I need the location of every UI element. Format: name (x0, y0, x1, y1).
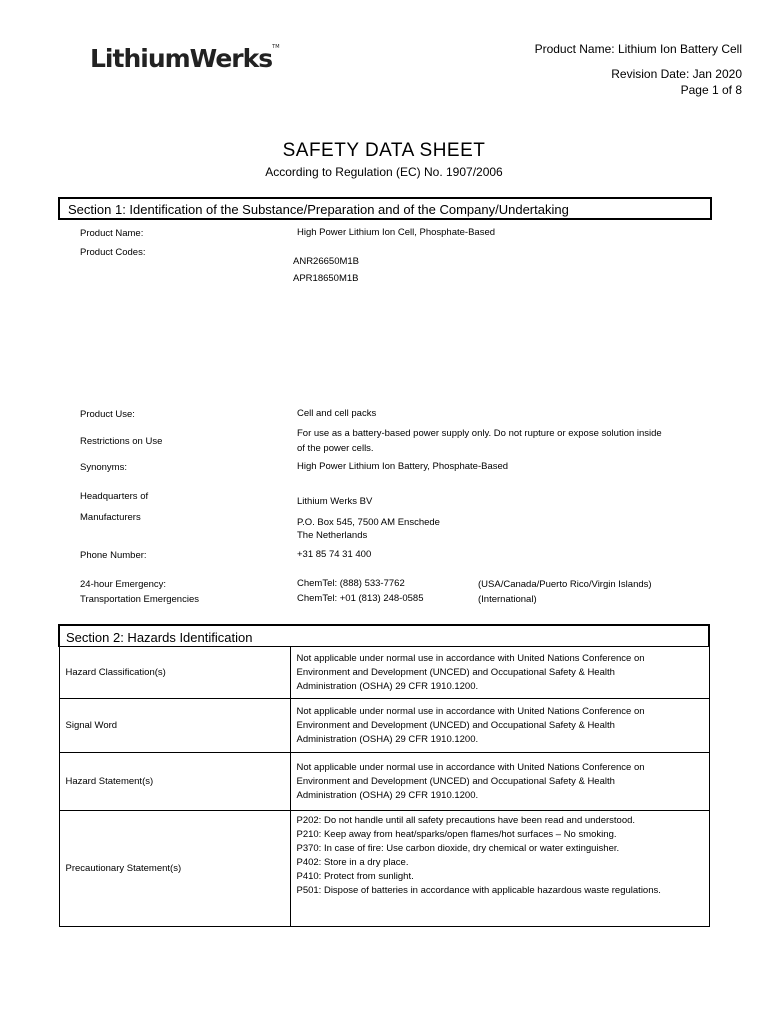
text-line: Environment and Development (UNCED) and Occupational Safety & Health (296, 666, 615, 678)
text-line: Administration (OSHA) 29 CFR 1910.1200. (296, 733, 479, 745)
text-line: Environment and Development (UNCED) and Occupational Safety & Health (296, 775, 615, 787)
product-name-label: Product Name: (80, 228, 144, 239)
product-code-item: APR18650M1B (293, 273, 359, 284)
hq-company: Lithium Werks BV (297, 496, 373, 507)
product-codes-label: Product Codes: (80, 247, 146, 258)
restrictions-line: For use as a battery-based power supply only. Do not rupture or expose solution inside (297, 428, 662, 439)
restrictions-line: of the power cells. (297, 443, 374, 454)
text-line: Not applicable under normal use in accordance with United Nations Conference on (296, 652, 645, 664)
text-line: P210: Keep away from heat/sparks/open flames/hot surfaces – No smoking. (296, 829, 617, 840)
document-subtitle: According to Regulation (EC) No. 1907/2006 (265, 165, 503, 179)
section2-heading: Section 2: Hazards Identification (59, 625, 709, 647)
text-line: P402: Store in a dry place. (296, 857, 409, 868)
section1-heading: Section 1: Identification of the Substance/Preparation and of the Company/Undertaking (68, 202, 569, 217)
text-line: P410: Protect from sunlight. (296, 871, 414, 882)
hazard-row-label: Signal Word (59, 699, 290, 753)
hazard-row-label: Hazard Statement(s) (59, 753, 290, 811)
text-line: Environment and Development (UNCED) and Occupational Safety & Health (296, 719, 615, 731)
synonyms-label: Synonyms: (80, 462, 127, 473)
text-line: P501: Dispose of batteries in accordance with applicable hazardous waste regulations. (296, 885, 661, 896)
chemtel-region: (International) (478, 594, 537, 605)
table-row (59, 753, 709, 811)
header-product-name: Product Name: Lithium Ion Battery Cell (534, 42, 742, 56)
company-logo: LithiumWerks™ (90, 44, 280, 73)
section2-header-row (59, 625, 709, 647)
hq-address-line: P.O. Box 545, 7500 AM Enschede (297, 517, 440, 528)
emergency-label: 24-hour Emergency: (80, 579, 167, 590)
hazard-row-value (290, 699, 709, 753)
hazard-row-value (290, 647, 709, 699)
phone-value: +31 85 74 31 400 (297, 549, 372, 560)
headquarters-label: Headquarters of (80, 491, 149, 502)
text-line: Not applicable under normal use in accordance with United Nations Conference on (296, 705, 645, 717)
hazard-row-label: Hazard Classification(s) (59, 647, 290, 699)
text-line: P202: Do not handle until all safety precautions have been read and understood. (296, 815, 636, 826)
product-use-label: Product Use: (80, 409, 135, 420)
header-page-number: Page 1 of 8 (680, 83, 742, 97)
hazard-row-value (290, 811, 709, 927)
product-code-item: ANR26650M1B (293, 256, 360, 267)
table-row (59, 811, 709, 927)
table-row (59, 699, 709, 753)
chemtel-phone: ChemTel: (888) 533-7762 (297, 578, 405, 589)
section1-header (58, 197, 712, 220)
transport-emergency-label: Transportation Emergencies (80, 594, 199, 605)
restrictions-label: Restrictions on Use (80, 436, 163, 447)
synonyms-value: High Power Lithium Ion Battery, Phosphate-Based (297, 461, 509, 472)
document-title: SAFETY DATA SHEET (282, 140, 486, 161)
product-use-value: Cell and cell packs (297, 408, 377, 419)
chemtel-phone: ChemTel: +01 (813) 248-0585 (297, 593, 424, 604)
manufacturers-label: Manufacturers (80, 512, 141, 523)
hazard-row-label: Precautionary Statement(s) (59, 811, 290, 927)
table-row (59, 647, 709, 699)
product-name-value: High Power Lithium Ion Cell, Phosphate-Based (297, 227, 496, 238)
text-line: Administration (OSHA) 29 CFR 1910.1200. (296, 789, 479, 801)
hazard-row-value (290, 753, 709, 811)
text-line: Not applicable under normal use in accordance with United Nations Conference on (296, 761, 645, 773)
header-revision-date: Revision Date: Jan 2020 (611, 67, 742, 81)
phone-label: Phone Number: (80, 550, 147, 561)
hazards-table (58, 624, 710, 927)
text-line: P370: In case of fire: Use carbon dioxide, dry chemical or water extinguisher. (296, 843, 620, 854)
hq-address-line: The Netherlands (297, 530, 368, 541)
chemtel-region: (USA/Canada/Puerto Rico/Virgin Islands) (478, 579, 652, 590)
text-line: Administration (OSHA) 29 CFR 1910.1200. (296, 680, 479, 692)
